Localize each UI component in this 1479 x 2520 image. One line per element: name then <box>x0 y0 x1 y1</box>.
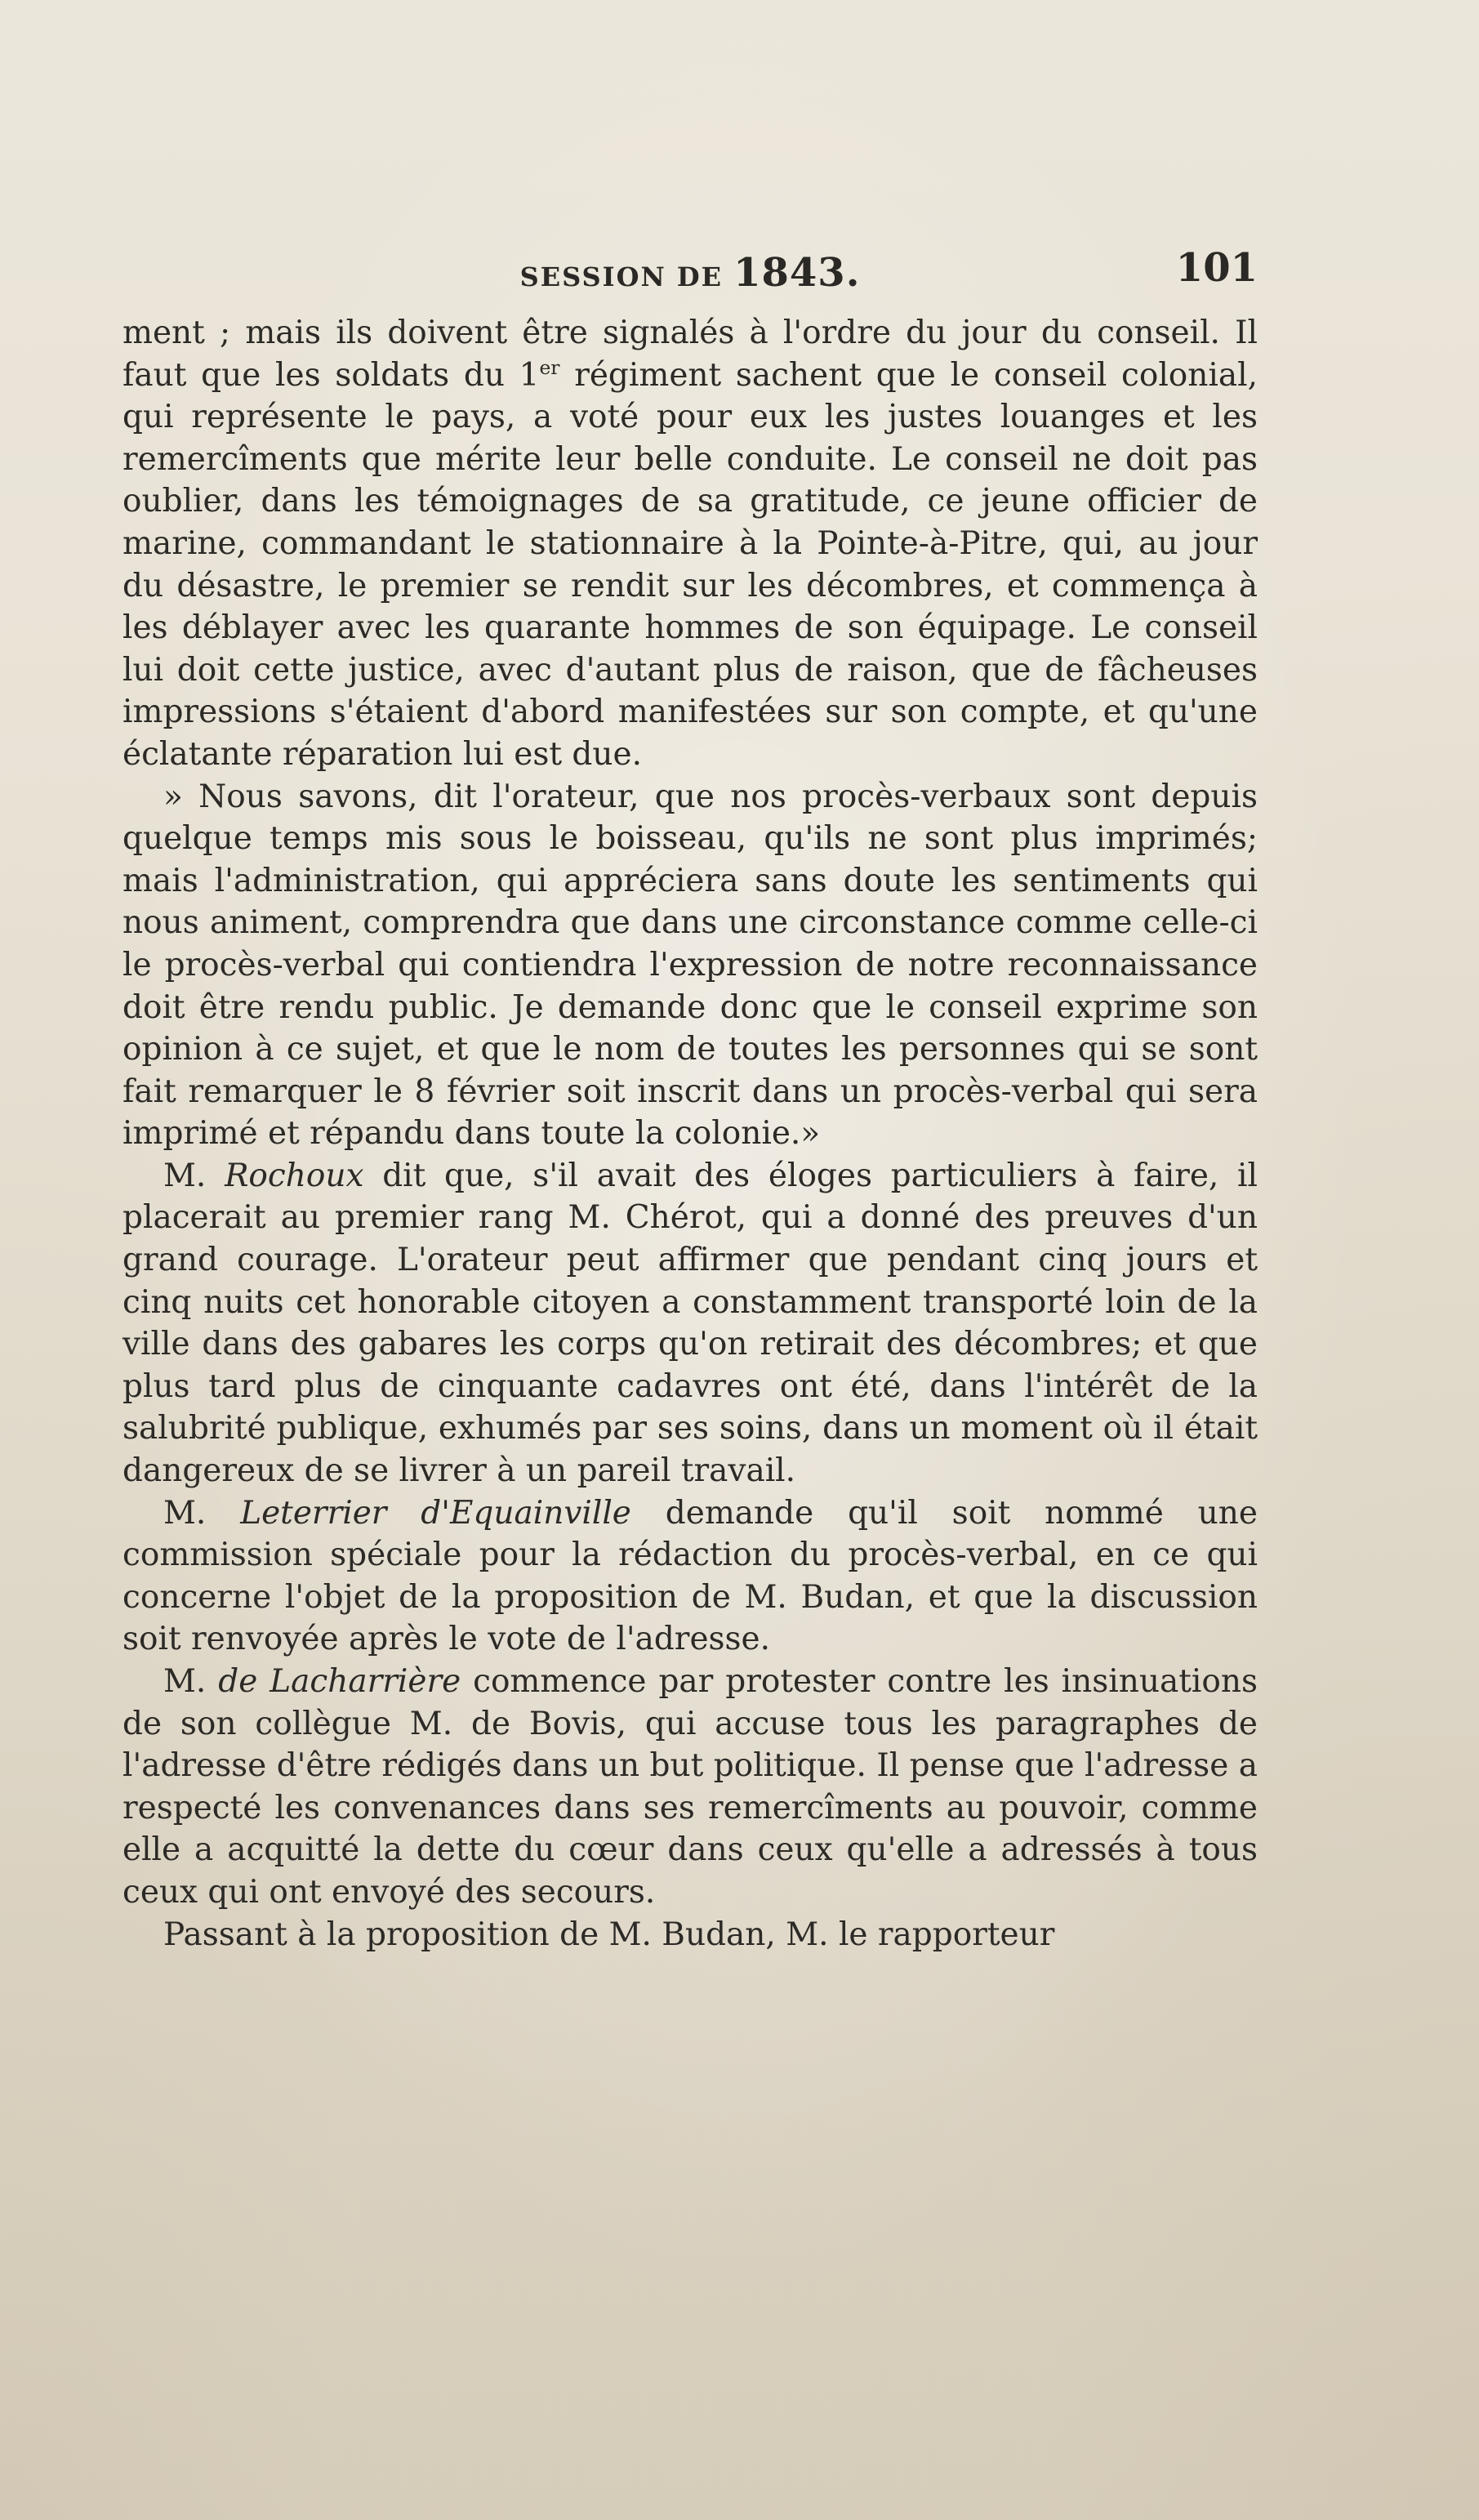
page-number: 101 <box>1175 245 1258 291</box>
paragraph-rapporteur: Passant à la proposition de M. Budan, M. le rapporteur <box>163 1916 1055 1953</box>
speaker-name: Rochoux <box>225 1157 364 1194</box>
speaker-prefix: M. <box>163 1157 225 1194</box>
ordinal-superscript: er <box>539 355 560 379</box>
speaker-prefix: M. <box>163 1494 241 1532</box>
paragraph-leterrier <box>123 1492 1258 1661</box>
running-head-year: 1843. <box>733 250 861 296</box>
paragraph-continuation <box>123 312 1258 776</box>
speaker-prefix: M. <box>163 1663 219 1700</box>
body-text <box>123 312 1258 1956</box>
speaker-name: Leterrier d'Equainville <box>240 1494 631 1532</box>
paragraph-rochoux <box>123 1155 1258 1492</box>
page-header <box>123 245 1258 302</box>
paragraph-text: régiment sachent que le conseil colonial, qui représente le pays, a voté pour eux les justes louanges et les remercîments que mérite leur belle conduite. Le conseil ne doit pas oublier, dans les témoignages de sa gratitude, ce jeune officier de marine, commandant le stationnaire à la Pointe-à-Pitre, qui, au jour du désastre, le premier se rendit sur les décombres, et commença à les déblayer avec les quarante hommes de son équipage. Le conseil lui doit cette justice, avec d'autant plus de raison, que de fâcheuses impressions s'étaient d'abord manifestées sur son compte, et qu'une éclatante réparation lui est due. <box>123 356 1258 773</box>
paragraph-text: dit que, s'il avait des éloges particuliers à faire, il placerait au premier rang M. Chérot, qui a donné des preuves d'un grand courage. L'orateur peut affirmer que pendant cinq jours et cinq nuits cet honorable citoyen a constamment transporté loin de la ville dans des gabares les corps qu'on retirait des décombres; et que plus tard plus de cinquante cadavres ont été, dans l'intérêt de la salubrité publique, exhumés par ses soins, dans un moment où il était dangereux de se livrer à un pareil travail. <box>123 1157 1258 1490</box>
running-head <box>123 250 1258 296</box>
paragraph-quotation: » Nous savons, dit l'orateur, que nos procès-verbaux sont depuis quelque temps mis sous le boisseau, qu'ils ne sont plus imprimés; mais l'administration, qui appréciera sans doute les sentiments qui nous animent, comprendra que dans une circonstance comme celle-ci le procès-verbal qui contiendra l'expression de notre reconnaissance doit être rendu public. Je demande donc que le conseil exprime son opinion à ce sujet, et que le nom de toutes les personnes qui se sont fait remarquer le 8 février soit inscrit dans un procès-verbal qui sera imprimé et répandu dans toute la colonie.» <box>123 778 1258 1153</box>
paragraph-lacharriere <box>123 1661 1258 1914</box>
paragraph-text: demande qu'il soit nommé une commission spéciale pour la rédaction du procès-verbal, en ce qui concerne l'objet de la proposition de M. Budan, et que la discussion soit renvoyée après le vote de l'adresse. <box>123 1494 1258 1658</box>
paragraph-text: ment ; mais ils doivent être signalés à l'ordre du jour du conseil. Il faut que les soldats du 1 <box>123 314 1258 394</box>
paragraph-text: commence par protester contre les insinuations de son collègue M. de Bovis, qui accuse tous les paragraphes de l'adresse d'être rédigés dans un but politique. Il pense que l'adresse a respecté les convenances dans ses remercîments au pouvoir, comme elle a acquitté la dette du cœur dans ceux qu'elle a adressés à tous ceux qui ont envoyé des secours. <box>123 1663 1258 1911</box>
speaker-name: de Lacharrière <box>218 1663 461 1700</box>
running-head-title: SESSION DE <box>519 261 723 292</box>
